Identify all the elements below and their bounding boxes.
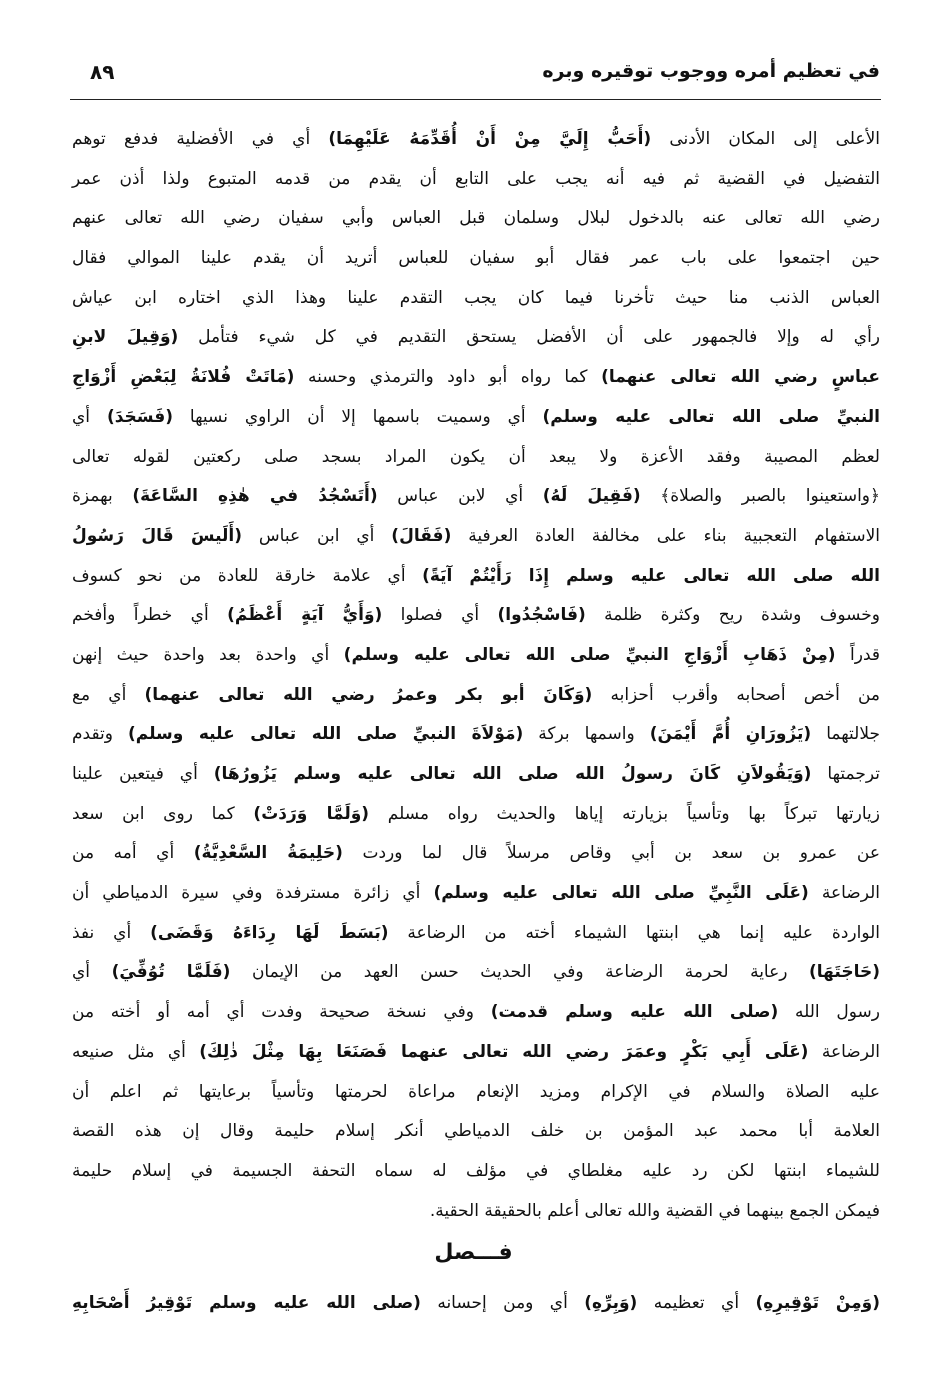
text-line <box>72 279 880 319</box>
text-line <box>72 1192 880 1232</box>
matn-quote: (حَلِيمَةُ السَّعْدِيَّةُ) <box>193 843 343 864</box>
text-line <box>72 517 880 557</box>
text-line <box>72 1073 880 1113</box>
matn-quote: (فَاسْجُدُوا) <box>497 605 586 626</box>
commentary-text: أي نفذ <box>72 922 151 943</box>
body-text <box>72 120 880 1231</box>
text-line <box>72 914 880 954</box>
text-line <box>72 1284 880 1324</box>
text-line <box>72 120 880 160</box>
matn-quote: (مَوْلاَةَ النبيِّ صلى الله تعالى عليه وسلم) <box>128 724 524 745</box>
commentary-text: وفي نسخة صحيحة وفدت أي أمه أو أخته من <box>72 1002 491 1023</box>
text-line <box>72 1112 880 1152</box>
commentary-text: رأي له وإلا فالجمهور على أن الأفضل يستحق التقديم في كل شيء فتأمل <box>178 327 881 348</box>
commentary-text: جلالتهما <box>811 724 881 745</box>
matn-quote: (وَقِيلَ لابنِ <box>72 327 179 348</box>
commentary-text: وخسوف وشدة ريح وكثرة ظلمة <box>585 605 881 626</box>
matn-quote: (فَسَجَدَ) <box>106 406 173 427</box>
text-line <box>72 596 880 636</box>
matn-quote: (بَسَطَ لَهَا رِدَاءَهُ وَقَضَى) <box>150 922 389 943</box>
matn-quote: (وَيَقُولاَنِ كَانَ رسولُ الله صلى الله تعالى عليه وسلم يَزُورُهَا) <box>213 764 812 784</box>
commentary-text: أي فصلوا <box>382 605 498 626</box>
matn-quote: (أَتَسْجُدُ في هٰذِهِ السَّاعَةَ) <box>132 486 378 507</box>
commentary-text: أي في الأفضلية فدفع توهم <box>72 129 329 149</box>
text-line <box>72 715 880 755</box>
matn-quote: (فَلَمَّا تُوُفِّيَ) <box>111 962 231 983</box>
matn-quote: (عَلَى النَّبِيِّ صلى الله تعالى عليه وسلم) <box>433 883 809 904</box>
commentary-text: من أخص أصحابه وأقرب أحزابه <box>592 684 880 705</box>
page-number: ٨٩ <box>90 60 115 84</box>
chapter-title: في تعظيم أمره ووجوب توقيره وبره <box>542 60 880 82</box>
matn-quote: الله صلى الله تعالى عليه وسلم إِذَا رَأَيْتُمْ آيَةً) <box>422 565 880 586</box>
commentary-text: أي <box>72 962 112 983</box>
commentary-text: فيمكن الجمع بينهما في القضية والله تعالى أعلم بالحقيقة الحقية. <box>429 1200 880 1221</box>
commentary-text: أي زائرة مسترفدة وفي سيرة الدمياطي أن <box>72 883 434 904</box>
commentary-text: رسول الله <box>778 1002 880 1023</box>
matn-quote: (يَزُورَانِ أُمَّ أَيْمَنَ) <box>649 724 812 745</box>
commentary-text: أي <box>72 406 107 427</box>
text-line <box>72 993 880 1033</box>
commentary-text: زيارتها تبركاً بها وتأسياً بزيارته إياها والحديث رواه مسلم <box>369 803 880 824</box>
text-line <box>72 1033 880 1073</box>
commentary-text: قدراً <box>835 644 880 665</box>
commentary-text: الأعلى إلى المكان الأدنى <box>651 129 880 149</box>
matn-quote: (عَلَى أَبِي بَكْرٍ وعمَرَ رضي الله تعالى عنهما فَصَنَعَا بِهَا مِثْلَ ذٰلِكَ) <box>199 1041 809 1062</box>
final-text <box>72 1284 880 1324</box>
matn-quote: (صلى الله عليه وسلم قدمت) <box>490 1002 779 1023</box>
commentary-text: وتقدم <box>72 724 129 745</box>
matn-quote: (مِنْ ذَهَابِ أَزْوَاجِ النبيِّ صلى الله تعالى عليه وسلم) <box>343 644 836 665</box>
matn-quote: (أَلَيسَ قَالَ رَسُولُ <box>72 525 242 546</box>
commentary-text: الاستفهام التعجبية بناء على مخالفة العادة العرفية <box>451 525 881 546</box>
matn-quote: النبيِّ صلى الله تعالى عليه وسلم) <box>542 406 880 427</box>
commentary-text: العلامة أبا محمد عبد المؤمن بن خلف الدمياطي أنكر إسلام حليمة وقال إن هذه القصة <box>72 1121 880 1142</box>
text-line <box>72 199 880 239</box>
text-line <box>72 477 880 517</box>
section-heading <box>0 1240 947 1265</box>
commentary-text: كما روى ابن سعد <box>72 803 254 824</box>
matn-quote: (وَبِرِّهِ) <box>584 1293 638 1313</box>
text-line <box>72 755 880 795</box>
commentary-text: أي علامة خارقة للعادة من نحو كسوف <box>72 565 423 586</box>
commentary-text: ﴿واستعينوا بالصبر والصلاة﴾ <box>640 486 880 507</box>
commentary-text: أي مثل صنيعه <box>72 1041 200 1062</box>
matn-quote: (حَاجَتَهَا) <box>809 962 880 983</box>
commentary-text: عليه الصلاة والسلام في الإكرام ومزيد الإنعام مراعاة لحرمتها وتأسياً برعايتها ثم اعلم أن <box>72 1081 880 1102</box>
text-line <box>72 834 880 874</box>
commentary-text: لعظم المصيبة وفقد الأعزة ولا يبعد أن يكون المراد بسجد صلى ركعتين لقوله تعالى <box>72 446 880 467</box>
section-heading-text: فـــصل <box>434 1240 513 1265</box>
text-line <box>72 160 880 200</box>
matn-quote: (وَكَانَ أبو بكر وعمرُ رضي الله تعالى عنهما) <box>144 684 593 705</box>
running-header <box>72 58 880 98</box>
commentary-text: أي فيتعين علينا <box>72 764 214 784</box>
commentary-text: رضي الله تعالى عنه بالدخول لبلال وسلمان قبل العباس وأبي سفيان رضي الله تعالى عنهم <box>72 208 880 229</box>
commentary-text: رعاية لحرمة الرضاعة وفي الحديث حسن العهد من الإيمان <box>230 962 810 983</box>
commentary-text: العباس الذنب منا حيث تأخرنا فيما كان يجب التقدم علينا وهذا الذي اختاره ابن عياش <box>72 287 880 308</box>
text-line <box>72 795 880 835</box>
commentary-text: أي وسميت باسمها إلا أن الراوي نسيها <box>172 406 543 427</box>
text-line <box>72 557 880 597</box>
commentary-text: واسمها بركة <box>523 724 650 745</box>
header-rule <box>70 99 881 100</box>
text-line <box>72 358 880 398</box>
text-line <box>72 398 880 438</box>
text-line <box>72 953 880 993</box>
commentary-text: أي خطراً وأفخم <box>72 605 228 626</box>
matn-quote: (فَقَالَ) <box>391 525 452 546</box>
commentary-text: أي أمه من <box>72 843 194 864</box>
matn-quote: (مَاتَتْ فُلانَةُ لِبَعْضِ أَزْوَاجِ <box>72 367 295 388</box>
matn-quote: عباسٍ رضي الله تعالى عنهما) <box>601 367 880 388</box>
commentary-text: حين اجتمعوا على باب عمر فقال أبو سفيان للعباس أتريد أن يقدم علينا الموالي فقال <box>72 248 880 269</box>
text-line <box>72 239 880 279</box>
matn-quote: (وَمِنْ تَوْقِيرِهِ) <box>755 1293 881 1313</box>
commentary-text: عن عمرو بن سعد بن أبي وقاص مرسلاً قال لما وردت <box>342 843 880 864</box>
text-line <box>72 318 880 358</box>
commentary-text: أي ومن إحسانه <box>420 1293 585 1313</box>
text-line <box>72 438 880 478</box>
commentary-text: أي لابن عباس <box>377 486 543 507</box>
commentary-text: الواردة عليه إنما هي ابنتها الشيماء أخته من الرضاعة <box>388 922 881 943</box>
text-line <box>72 1152 880 1192</box>
matn-quote: (صلى الله عليه وسلم تَوْقِيرُ أَصْحَابِهِ <box>72 1293 421 1313</box>
commentary-text: أي ابن عباس <box>242 525 392 546</box>
commentary-text: الرضاعة <box>808 1041 880 1062</box>
commentary-text: التفضيل في القضية ثم فيه أنه يجب على التابع أن يقدم من قدمه المتبوع ولذا أذن عمر <box>72 168 880 189</box>
commentary-text: الرضاعة <box>808 883 881 904</box>
commentary-text: أي تعظيمه <box>637 1293 756 1313</box>
commentary-text: للشيماء ابنتها لكن رد عليه مغلطاي في مؤلف له سماه التحفة الجسيمة في إسلام حليمة <box>72 1160 880 1181</box>
matn-quote: (وَلَمَّا وَرَدَتْ) <box>253 803 370 824</box>
text-line <box>72 676 880 716</box>
commentary-text: بهمزة <box>72 486 133 507</box>
text-line <box>72 874 880 914</box>
commentary-text: أي واحدة بعد واحدة حيث إنهن <box>72 644 344 665</box>
matn-quote: (وَأَيُّ آيَةٍ أَعْظَمُ) <box>227 605 383 626</box>
commentary-text: ترجمتها <box>811 764 880 784</box>
matn-quote: (أَحَبُّ إِلَيَّ مِنْ أَنْ أُقَدِّمَهُ عَلَيْهِمَا) <box>328 129 652 149</box>
commentary-text: أي مع <box>72 684 145 705</box>
matn-quote: (فَقِيلَ لَهُ) <box>542 486 641 507</box>
text-line <box>72 636 880 676</box>
commentary-text: كما رواه أبو داود والترمذي وحسنه <box>294 367 602 388</box>
